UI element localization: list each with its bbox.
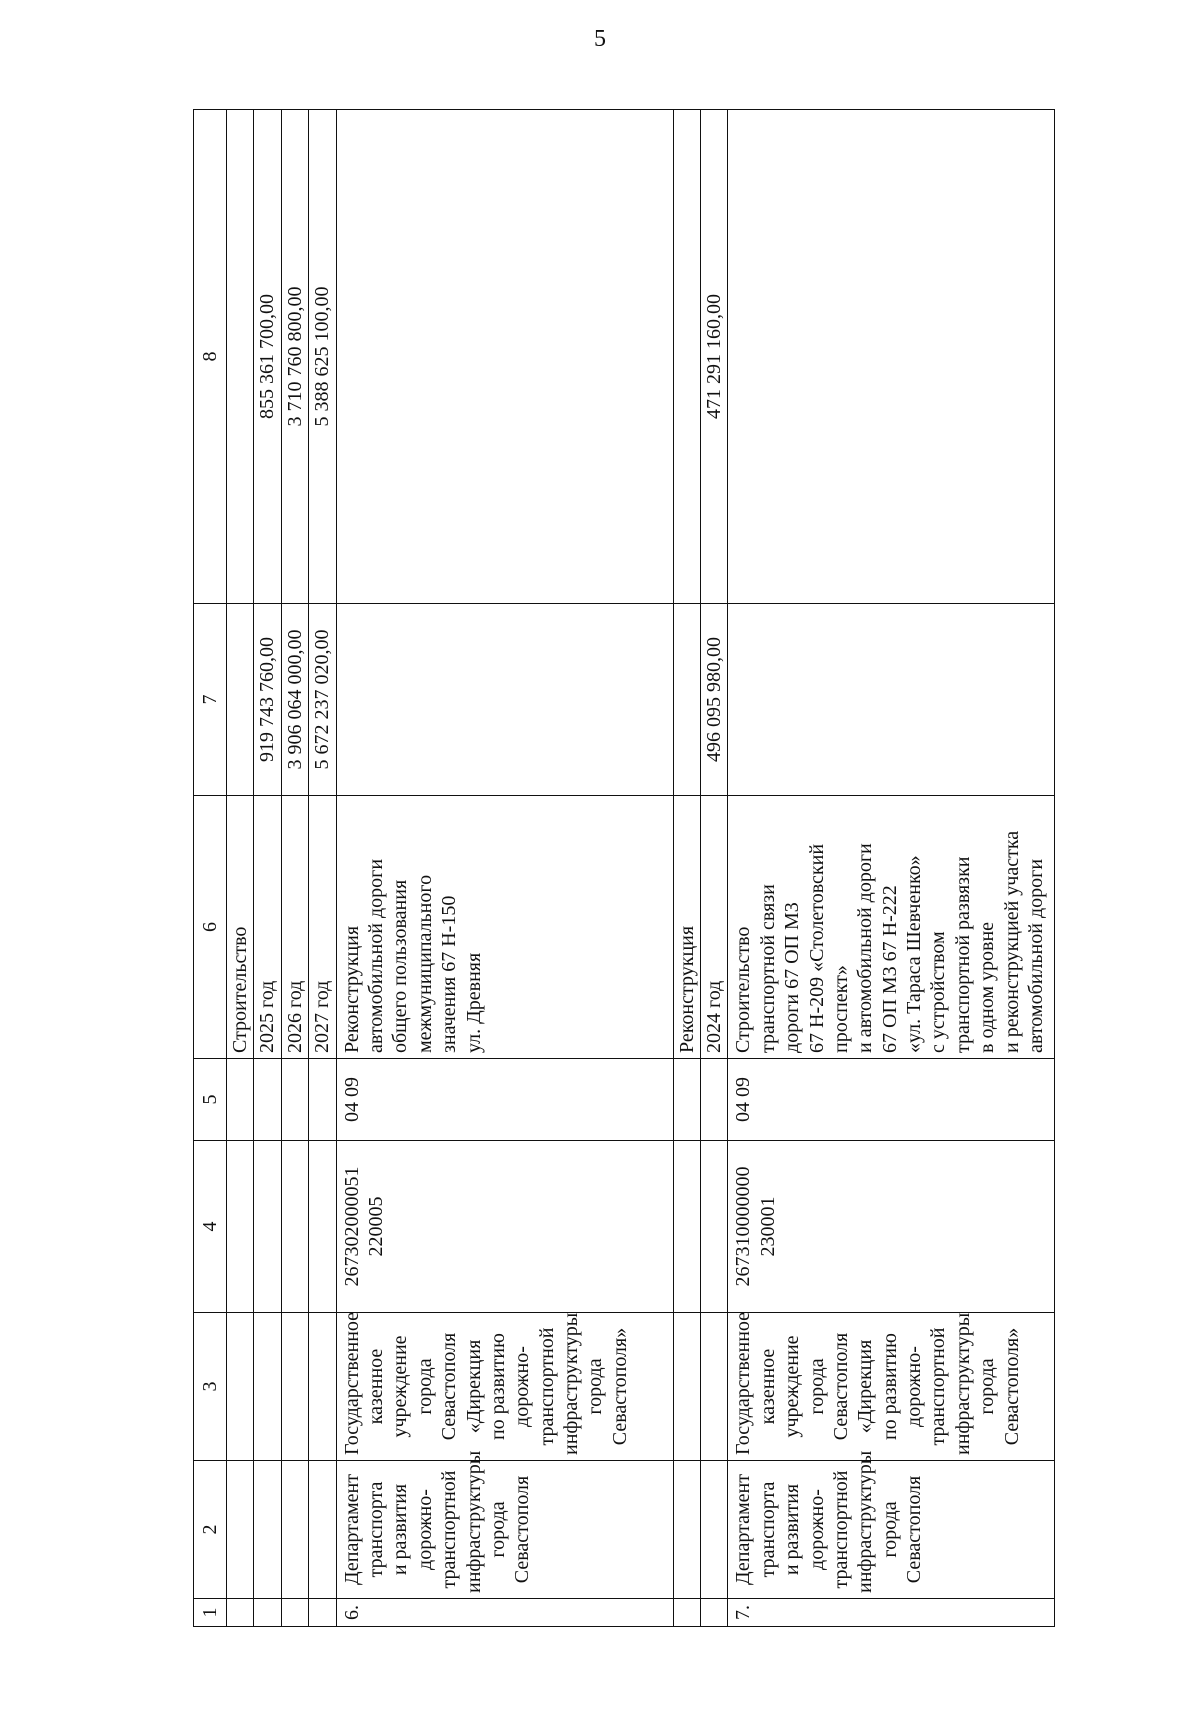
table-row-entry-7	[728, 110, 1055, 1627]
header-col-3: 3	[194, 1313, 227, 1461]
cell-number: 6.	[336, 1599, 673, 1627]
cell-department: Департамент транспорта и развития дорожно- транспортной инфраструктуры города Севастополя	[336, 1461, 673, 1599]
table-row	[673, 110, 700, 1627]
header-col-2: 2	[194, 1461, 227, 1599]
cell-work-type: Строительство	[227, 796, 254, 1059]
cell-section: 04 09	[728, 1059, 1055, 1141]
cell-year: 2024 год	[700, 796, 727, 1059]
cell-code: 267302000051 220005	[336, 1141, 673, 1313]
table-row	[309, 110, 336, 1627]
cell-number: 7.	[728, 1599, 1055, 1627]
cell-object: Реконструкция автомобильной дороги общего пользования межмуниципального значения 67 Н-150 ул. Древняя	[336, 796, 673, 1059]
cell-department: Департамент транспорта и развития дорожно- транспортной инфраструктуры города Севастополя	[728, 1461, 1055, 1599]
cell-amount-7: 919 743 760,00	[254, 604, 281, 796]
cell-year: 2026 год	[281, 796, 308, 1059]
budget-table	[193, 109, 1055, 1627]
header-col-8: 8	[194, 110, 227, 604]
rotated-table-sheet	[193, 110, 1176, 1627]
table-row-entry-6	[336, 110, 673, 1627]
cell-amount-7: 3 906 064 000,00	[281, 604, 308, 796]
cell-institution: Государственное казенное учреждение города Севастополя «Дирекция по развитию дорожно- транспортной инфраструктуры города Севастополя»	[728, 1313, 1055, 1461]
cell-amount-7: 496 095 980,00	[700, 604, 727, 796]
header-col-6: 6	[194, 796, 227, 1059]
cell-amount-8: 471 291 160,00	[700, 110, 727, 604]
header-col-4: 4	[194, 1141, 227, 1313]
cell-amount-7: 5 672 237 020,00	[309, 604, 336, 796]
page-number: 5	[594, 26, 606, 52]
header-col-7: 7	[194, 604, 227, 796]
header-row	[194, 110, 227, 1627]
cell-year: 2025 год	[254, 796, 281, 1059]
cell-amount-8: 855 361 700,00	[254, 110, 281, 604]
cell-amount-8: 5 388 625 100,00	[309, 110, 336, 604]
table-row	[227, 110, 254, 1627]
table-row	[281, 110, 308, 1627]
cell-year: 2027 год	[309, 796, 336, 1059]
cell-amount-8: 3 710 760 800,00	[281, 110, 308, 604]
cell-section: 04 09	[336, 1059, 673, 1141]
cell-object: Строительство транспортной связи дороги 67 ОП М3 67 Н-209 «Столетовский проспект» и автомобильной дороги 67 ОП М3 67 Н-222 «ул. Тараса Шевченко» с устройством транспортной развязки в одном уровне и реконструкцией участка автомобильной дороги	[728, 796, 1055, 1059]
cell-code: 267310000000 230001	[728, 1141, 1055, 1313]
cell-institution: Государственное казенное учреждение города Севастополя «Дирекция по развитию дорожно- транспортной инфраструктуры города Севастополя»	[336, 1313, 673, 1461]
cell-work-type: Реконструкция	[673, 796, 700, 1059]
header-col-1: 1	[194, 1599, 227, 1627]
table-row	[700, 110, 727, 1627]
table-row	[254, 110, 281, 1627]
header-col-5: 5	[194, 1059, 227, 1141]
